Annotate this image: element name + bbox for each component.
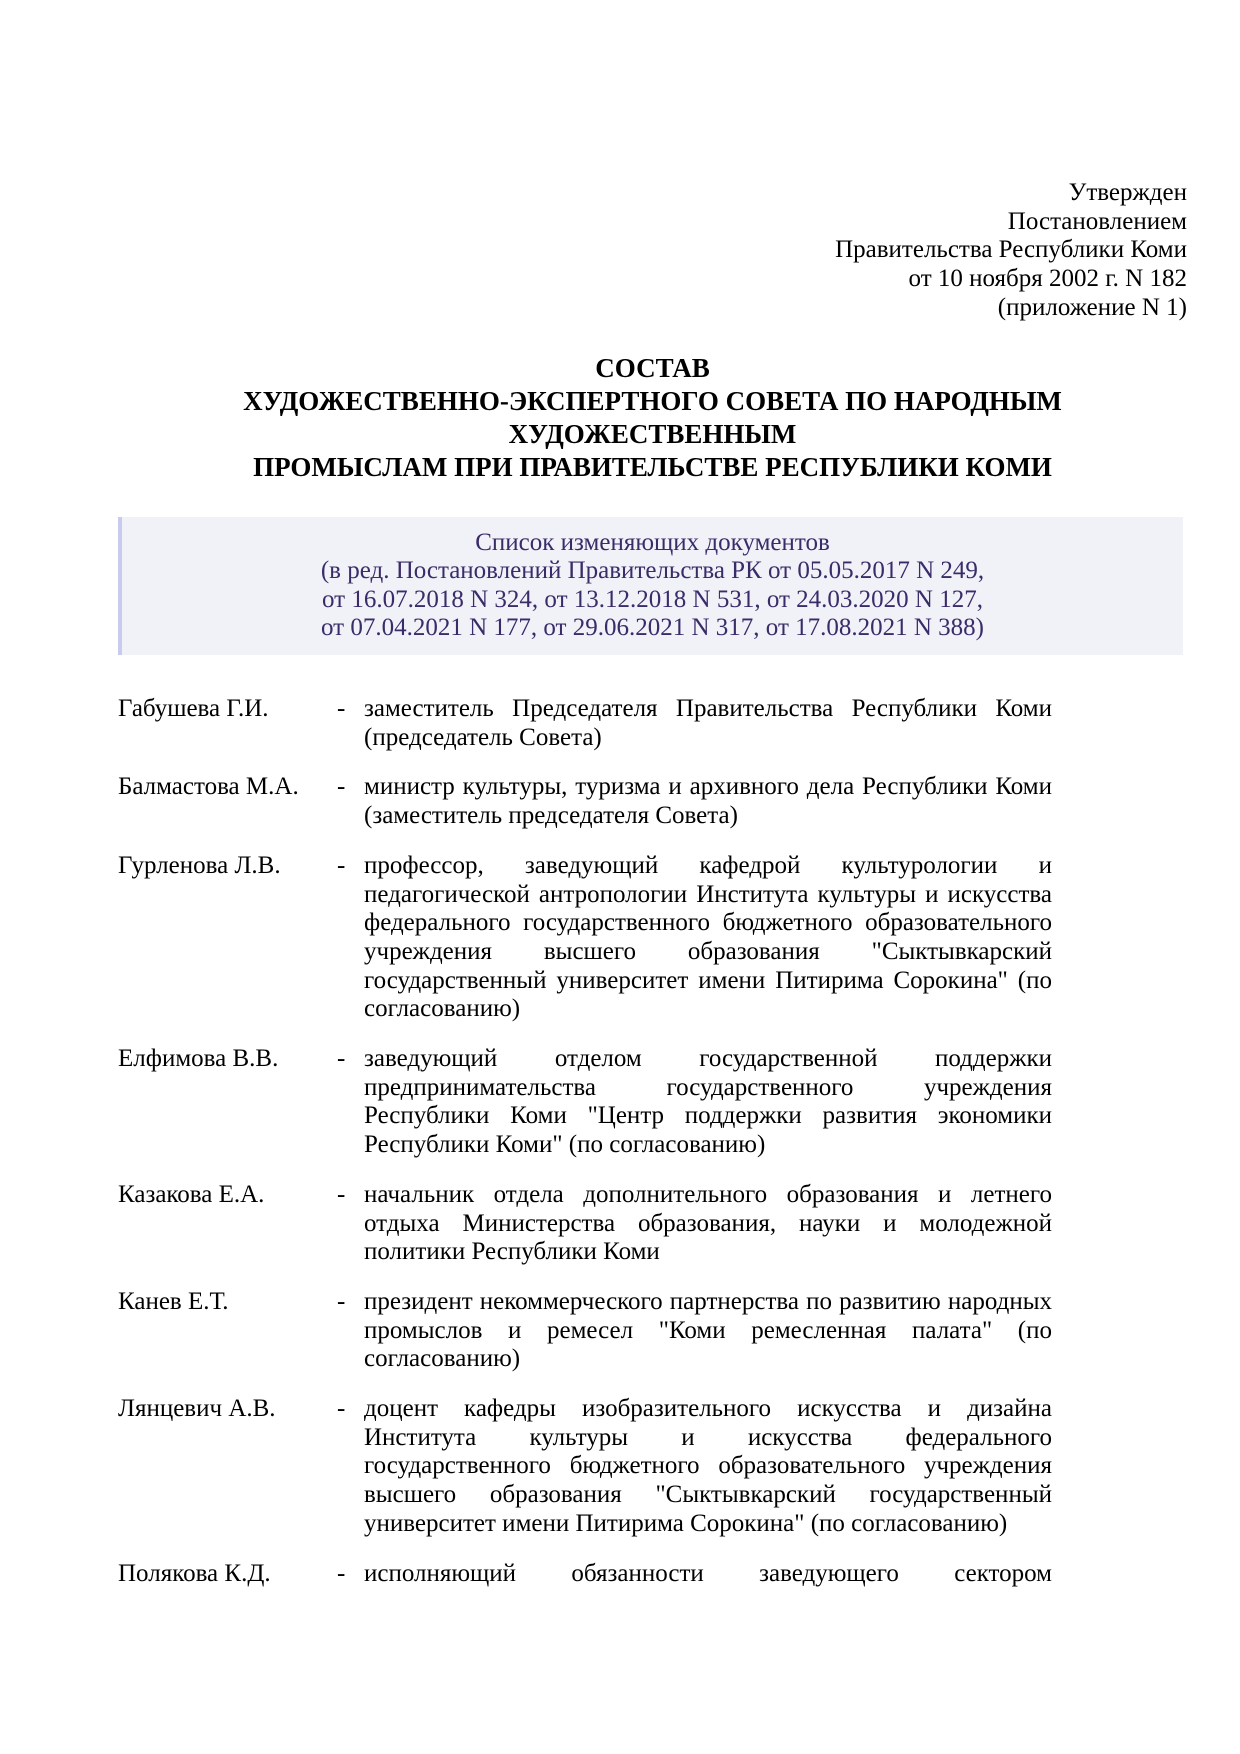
amendments-line: от 16.07.2018 N 324, от 13.12.2018 N 531, от 24.03.2020 N 127,: [322, 585, 983, 613]
member-position: исполняющий обязанности заведующего сектором: [364, 1559, 1052, 1587]
member-position: заведующий отделом государственной поддержки предпринимательства государственного учреждения Республики Коми "Центр поддержки развития экономики Республики Коми" (по согласованию): [364, 1045, 1052, 1159]
member-entry: [118, 1045, 1054, 1160]
member-dash: -: [337, 1395, 346, 1423]
member-name: Полякова К.Д.: [118, 1559, 271, 1587]
member-position: профессор, заведующий кафедрой культурологии и педагогической антропологии Института культуры и искусства федерального государственного бюджетного образовательного учреждения высшего образования "Сыктывкарский государственный университет имени Питирима Сорокина" (по согласованию): [364, 851, 1052, 1023]
approval-line: Правительства Республики Коми: [835, 236, 1187, 264]
member-dash: -: [337, 1180, 346, 1208]
member-entry: [118, 852, 1054, 1024]
member-name: Габушева Г.И.: [118, 695, 269, 722]
members-list: [118, 695, 1054, 1609]
member-name: Балмастова М.А.: [118, 773, 299, 801]
member-dash: -: [337, 1287, 346, 1315]
member-position: начальник отдела дополнительного образования и летнего отдыха Министерства образования, науки и молодежной политики Республики Коми: [364, 1180, 1052, 1266]
amendments-box: [118, 517, 1183, 655]
member-dash: -: [337, 695, 346, 722]
amendments-line: от 07.04.2021 N 177, от 29.06.2021 N 317, от 17.08.2021 N 388): [320, 613, 985, 641]
approval-line: Утвержден: [1068, 179, 1187, 206]
member-entry: [118, 773, 1054, 830]
member-name: Лянцевич А.В.: [118, 1395, 276, 1423]
member-entry: [118, 1288, 1054, 1374]
member-name: Гурленова Л.В.: [118, 851, 281, 879]
member-entry: [118, 1395, 1054, 1539]
title-line: ХУДОЖЕСТВЕННО-ЭКСПЕРТНОГО СОВЕТА ПО НАРОДНЫМ: [243, 386, 1062, 416]
member-name: Канев Е.Т.: [118, 1287, 229, 1315]
approval-block: [835, 179, 1187, 323]
member-position: заместитель Председателя Правительства Республики Коми (председатель Совета): [364, 695, 1052, 751]
member-entry: [118, 1181, 1054, 1267]
member-dash: -: [337, 1559, 346, 1587]
member-entry: [118, 695, 1054, 752]
amendments-line: Список изменяющих документов: [475, 529, 830, 556]
member-entry: [118, 1560, 1054, 1589]
title-line: ХУДОЖЕСТВЕННЫМ: [508, 419, 797, 449]
approval-line: (приложение N 1): [997, 293, 1187, 321]
title-line: ПРОМЫСЛАМ ПРИ ПРАВИТЕЛЬСТВЕ РЕСПУБЛИКИ КОМИ: [253, 452, 1052, 482]
title-line: СОСТАВ: [595, 353, 710, 383]
approval-line: Постановлением: [1007, 207, 1187, 235]
member-dash: -: [337, 851, 346, 879]
member-position: министр культуры, туризма и архивного дела Республики Коми (заместитель председателя Совета): [364, 773, 1052, 830]
member-dash: -: [337, 1045, 346, 1073]
member-name: Елфимова В.В.: [118, 1045, 279, 1073]
member-position: президент некоммерческого партнерства по развитию народных промыслов и ремесел "Коми ремесленная палата" (по согласованию): [364, 1287, 1052, 1373]
document-title: [118, 352, 1187, 484]
approval-line: от 10 ноября 2002 г. N 182: [908, 265, 1187, 293]
member-name: Казакова Е.А.: [118, 1180, 265, 1208]
amendments-line: (в ред. Постановлений Правительства РК от 05.05.2017 N 249,: [320, 557, 985, 585]
member-dash: -: [337, 773, 346, 801]
member-position: доцент кафедры изобразительного искусства и дизайна Института культуры и искусства федерального государственного бюджетного образовательного учреждения высшего образования "Сыктывкарский государственный университет имени Питирима Сорокина" (по согласованию): [364, 1395, 1052, 1537]
